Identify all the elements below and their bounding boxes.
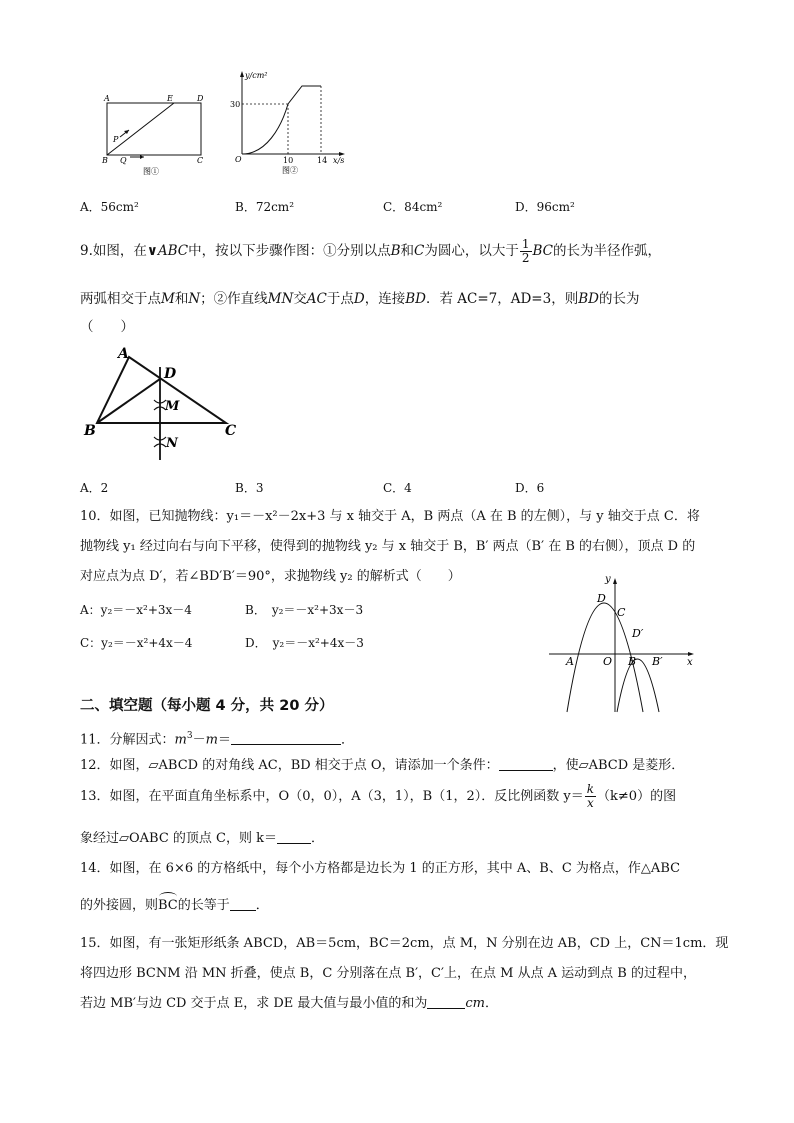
q9-mn: MN — [267, 291, 294, 307]
q9-choice-c[interactable]: C．4 — [383, 481, 412, 495]
q15-unit: cm — [465, 996, 485, 1011]
q15-line2: 将四边形 BCNM 沿 MN 折叠，使点 B，C 分别落在点 B′，C′上，在点 M 从点 A 运动到点 B 的过程中， — [80, 966, 696, 981]
q11-text: ． — [340, 732, 354, 748]
q13-line2 — [80, 830, 324, 848]
q15-line3 — [80, 995, 498, 1013]
label-A: A — [104, 94, 110, 103]
q9-text: 中，按以下步骤作图：①分别以点 — [188, 243, 391, 259]
q15-text: ． — [485, 996, 499, 1011]
label-N: N — [166, 436, 178, 451]
fraction-denominator: x — [587, 796, 594, 810]
y-axis-arrow — [613, 578, 617, 584]
fraction-denominator: 2 — [521, 251, 530, 265]
q10-line3: 对应点为点 D′，若∠BD′B′＝90°，求抛物线 y₂ 的解析式（ ） — [80, 569, 461, 584]
y-axis-arrow — [240, 71, 244, 77]
label-Dprime: D′ — [632, 627, 644, 640]
q9-text: 如图，在 — [92, 243, 147, 259]
q9-text: 两弧相交于点 — [80, 291, 161, 307]
q9-text: ．若 AC=7，AD=3，则 — [425, 291, 579, 307]
label-D: D — [597, 592, 606, 605]
q9-ac: AC — [306, 291, 327, 307]
q9-choice-a[interactable]: A．2 — [80, 481, 109, 495]
fraction-numerator: k — [586, 782, 595, 796]
x-tick-10: 10 — [283, 156, 294, 165]
q14-text: 的长等于 — [177, 898, 230, 913]
q8-choice-d[interactable]: D．96cm² — [515, 200, 575, 214]
segment-bd — [97, 379, 160, 423]
q10-parabola-figure — [545, 572, 697, 718]
label-C: C — [617, 606, 626, 619]
q9-text: 于点 — [326, 291, 354, 307]
q14-text: 的外接圆，则 — [80, 898, 159, 913]
q13-text: （k≠0）的图 — [597, 789, 677, 804]
origin-label: O — [235, 155, 242, 164]
q11-text: 11．分解因式： — [80, 732, 175, 748]
graph-curve — [242, 86, 321, 154]
q11-text: ＝ — [217, 732, 231, 748]
q13-text: 象经过▱OABC 的顶点 C，则 k＝ — [80, 831, 278, 846]
q15-line1: 15．如图，有一张矩形纸条 ABCD，AB＝5cm，BC＝2cm，点 M，N 分别在边 AB，CD 上，CN＝1cm．现 — [80, 936, 729, 951]
q9-d: D — [353, 291, 365, 307]
q9-abc: ABC — [157, 243, 189, 259]
section-title-fill-in: 二、填空题（每小题 4 分，共 20 分） — [80, 698, 334, 714]
q11-m: m — [205, 732, 218, 748]
q9-text: 交 — [293, 291, 307, 307]
label-C: C — [225, 423, 237, 439]
x-axis-label: x/s — [333, 156, 345, 165]
q13-answer-blank[interactable] — [277, 830, 311, 844]
q8-graph-figure — [226, 68, 356, 175]
q9-text: 为圆心，以大于 — [424, 243, 519, 259]
triangle-abc — [97, 357, 226, 423]
q11-text: － — [192, 732, 206, 748]
q8-choice-a[interactable]: A．56cm² — [80, 200, 139, 214]
q9-c: C — [414, 243, 425, 259]
q10-choice-b[interactable]: B． y₂＝－x²+3x－3 — [245, 603, 364, 617]
q9-number: 9. — [80, 243, 93, 259]
q9-bd: BD — [578, 291, 599, 307]
q11-exponent: 3 — [186, 731, 193, 741]
q13-line1 — [80, 782, 676, 812]
label-E: E — [167, 94, 173, 103]
q14-line1: 14．如图，在 6×6 的方格纸中，每个小方格都是边长为 1 的正方形，其中 A、B、C 为格点，作△ABC — [80, 861, 681, 876]
q9-text: 的长为 — [598, 291, 640, 307]
q9-bd: BD — [405, 291, 426, 307]
label-A: A — [566, 655, 574, 668]
q10-choice-a[interactable]: A：y₂＝－x²+3x－4 — [80, 603, 192, 617]
q9-line2 — [80, 290, 639, 308]
q8-choice-c[interactable]: C．84cm² — [383, 200, 443, 214]
q9-bc: BC — [532, 243, 554, 259]
label-B: B — [84, 423, 96, 439]
label-C: C — [197, 156, 204, 165]
q11-answer-blank[interactable] — [231, 731, 341, 745]
q14-text: ． — [255, 898, 269, 913]
fraction-k-over-x — [585, 783, 596, 810]
label-x: x — [687, 657, 693, 668]
q9-text: 和 — [400, 243, 415, 259]
q9-text: 和 — [174, 291, 189, 307]
q10-choice-d[interactable]: D． y₂＝－x²+4x－3 — [245, 636, 364, 650]
caption-fig1: 图① — [143, 167, 159, 175]
q9-choice-d[interactable]: D．6 — [515, 481, 545, 495]
label-D: D — [164, 366, 177, 382]
label-O: O — [603, 655, 613, 668]
y-axis-label: y/cm² — [245, 71, 268, 80]
q12-text: ，使▱ABCD 是菱形． — [552, 758, 685, 773]
fraction-numerator: 1 — [521, 237, 530, 251]
label-Q: Q — [120, 156, 127, 165]
q10-line2: 抛物线 y₁ 经过向右与向下平移，使得到的抛物线 y₂ 与 x 轴交于 B，B′ 两点（B′ 在 B 的右侧），顶点 D 的 — [80, 539, 696, 554]
q11-m: m — [174, 732, 187, 748]
q12-text: 12．如图，▱ABCD 的对角线 AC，BD 相交于点 O，请添加一个条件： — [80, 758, 499, 773]
q13-text: ． — [311, 831, 325, 846]
q11-line — [80, 727, 354, 749]
y-tick-30: 30 — [230, 100, 241, 109]
q8-choice-b[interactable]: B．72cm² — [235, 200, 294, 214]
x-axis-arrow — [688, 652, 694, 656]
label-P: P — [113, 135, 119, 144]
fraction-half — [520, 238, 532, 265]
q9-triangle-figure — [80, 345, 250, 463]
q14-line2 — [80, 897, 269, 915]
q13-text: 13．如图，在平面直角坐标系中，O（0，0），A（3，1），B（1，2）．反比例函数 y＝ — [80, 789, 584, 804]
q10-line1: 10．如图，已知抛物线：y₁＝－x²－2x+3 与 x 轴交于 A，B 两点（A 在 B 的左侧），与 y 轴交于点 C．将 — [80, 509, 700, 524]
q12-answer-blank[interactable] — [499, 757, 553, 771]
label-D: D — [197, 94, 204, 103]
triangle-symbol: ∨ — [146, 243, 158, 259]
q9-text: ，连接 — [364, 291, 406, 307]
label-B: B — [628, 655, 637, 668]
q9-line1 — [80, 236, 661, 266]
q9-choice-b[interactable]: B．3 — [235, 481, 264, 495]
q10-choice-c[interactable]: C：y₂＝－x²+4x－4 — [80, 636, 193, 650]
q15-text: 若边 MB′与边 CD 交于点 E，求 DE 最大值与最小值的和为 — [80, 996, 428, 1011]
label-A: A — [118, 346, 129, 362]
q12-line — [80, 757, 684, 775]
label-y: y — [605, 574, 611, 585]
x-tick-14: 14 — [317, 156, 328, 165]
q9-text: ；②作直线 — [200, 291, 268, 307]
caption-fig2: 图② — [282, 166, 298, 175]
rect-abcd — [107, 103, 201, 155]
q14-answer-blank[interactable] — [230, 897, 256, 911]
segment-be — [107, 103, 174, 155]
label-M: M — [165, 399, 180, 414]
q8-rectangle-figure — [96, 90, 212, 175]
arrow-q-head — [140, 155, 144, 159]
q9-m: M — [161, 291, 175, 307]
label-Bprime: B′ — [652, 655, 663, 668]
label-B: B — [102, 156, 108, 165]
arc-bc-symbol: BC — [158, 898, 178, 913]
q9-n: N — [188, 291, 201, 307]
q15-answer-blank[interactable] — [427, 995, 465, 1009]
q9-answer-bracket[interactable]: （ ） — [80, 319, 134, 335]
q9-b: B — [390, 243, 401, 259]
q9-text: 的长为半径作弧， — [553, 243, 662, 259]
